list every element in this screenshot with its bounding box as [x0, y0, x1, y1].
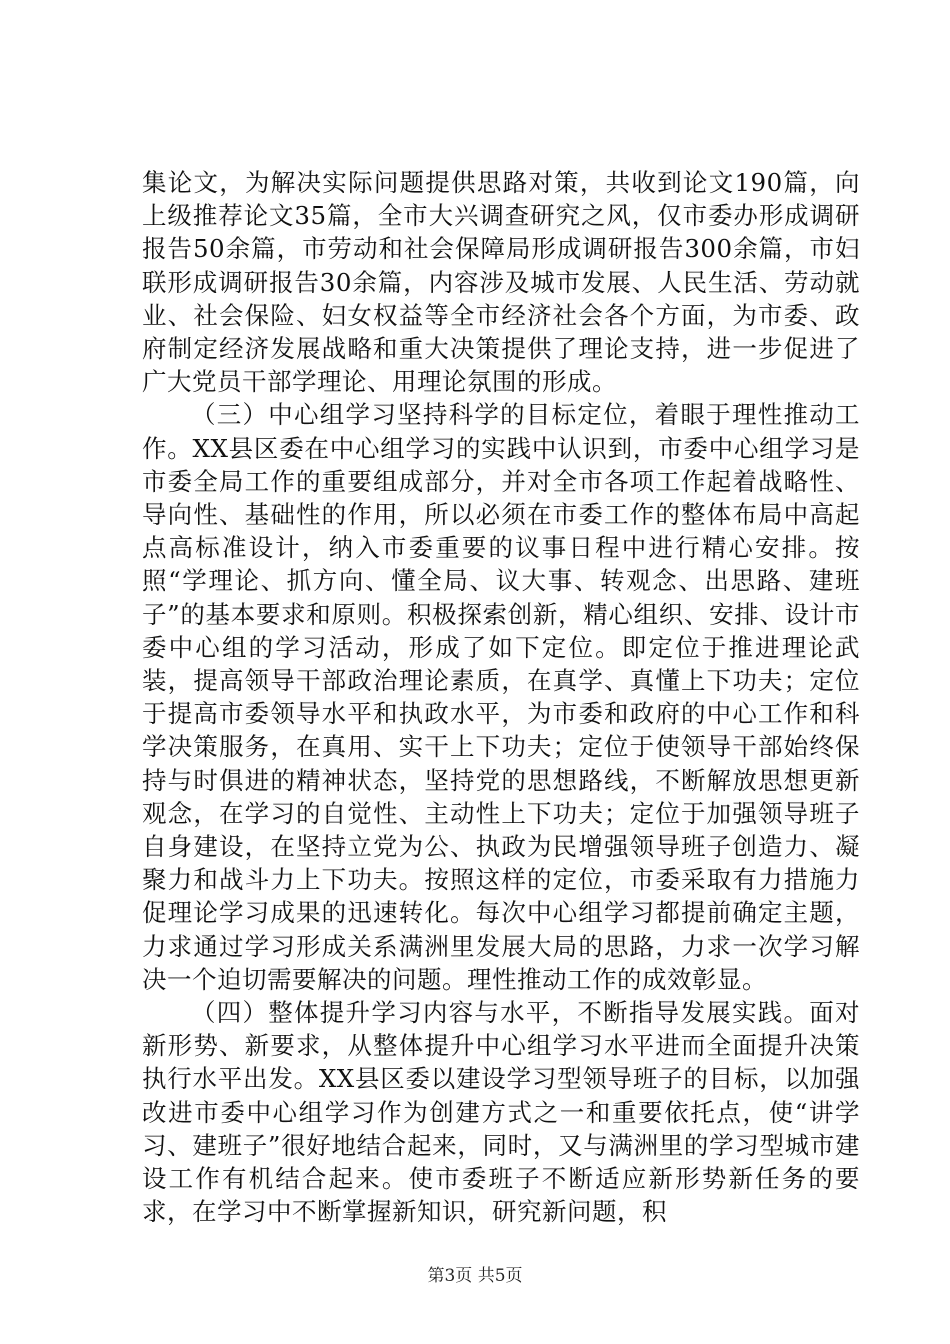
- paragraph-continuation: 集论文，为解决实际问题提供思路对策，共收到论文190篇，向上级推荐论文35篇，全市大兴调查研究之风，仅市委办形成调研报告50余篇，市劳动和社会保障局形成调研报告300余篇，市妇联形成调研报告30余篇，内容涉及城市发展、人民生活、劳动就业、社会保险、妇女权益等全市经济社会各个方面，为市委、政府制定经济发展战略和重大决策提供了理论支持，进一步促进了广大党员干部学理论、用理论氛围的形成。: [142, 168, 860, 397]
- paragraph-section-three: （三）中心组学习坚持科学的目标定位，着眼于理性推动工作。XX县区委在中心组学习的实践中认识到，市委中心组学习是市委全局工作的重要组成部分，并对全市各项工作起着战略性、导向性、基础性的作用，所以必须在市委工作的整体布局中高起点高标准设计，纳入市委重要的议事日程中进行精心安排。按照“学理论、抓方向、懂全局、议大事、转观念、出思路、建班子”的基本要求和原则。积极探索创新，精心组织、安排、设计市委中心组的学习活动，形成了如下定位。即定位于推进理论武装，提高领导干部政治理论素质，在真学、真懂上下功夫；定位于提高市委领导水平和执政水平，为市委和政府的中心工作和科学决策服务，在真用、实干上下功夫；定位于使领导干部始终保持与时俱进的精神状态，坚持党的思想路线，不断解放思想更新观念，在学习的自觉性、主动性上下功夫；定位于加强领导班子自身建设，在坚持立党为公、执政为民增强领导班子创造力、凝聚力和战斗力上下功夫。按照这样的定位，市委采取有力措施力促理论学习成果的迅速转化。每次中心组学习都提前确定主题，力求通过学习形成关系满洲里发展大局的思路，力求一次学习解决一个迫切需要解决的问题。理性推动工作的成效彰显。: [142, 400, 860, 994]
- document-body: [142, 166, 860, 1229]
- page-footer: 第3页 共5页: [427, 1266, 523, 1286]
- paragraph-section-four: （四）整体提升学习内容与水平，不断指导发展实践。面对新形势、新要求，从整体提升中心组学习水平进而全面提升决策执行水平出发。XX县区委以建设学习型领导班子的目标，以加强改进市委中心组学习作为创建方式之一和重要依托点，使“讲学习、建班子”很好地结合起来，同时，又与满洲里的学习型城市建设工作有机结合起来。使市委班子不断适应新形势新任务的要求，在学习中不断掌握新知识，研究新问题，积: [142, 998, 860, 1227]
